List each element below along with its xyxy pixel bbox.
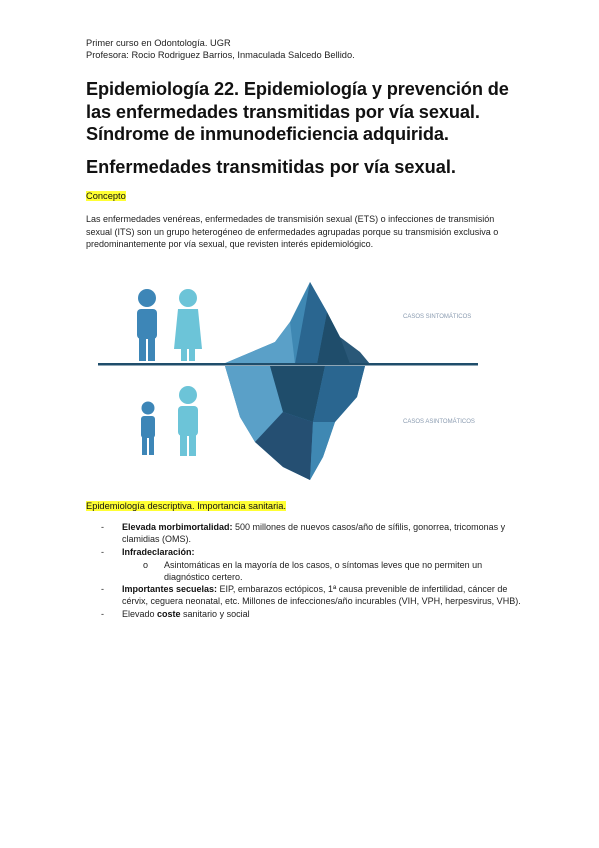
header-line-2: Profesora: Rocio Rodriguez Barrios, Inmaculada Salcedo Bellido. — [86, 50, 355, 60]
person-icon — [174, 289, 202, 361]
section-title: Enfermedades transmitidas por vía sexual. — [86, 157, 456, 177]
iceberg-figure — [95, 282, 495, 487]
list-item: - Importantes secuelas: EIP, embarazos ectópicos, 1ª causa prevenible de infertilidad, cáncer de cérvix, ceguera neonatal, etc. Millones de infecciones/año incurables (VIH, VPH, herpesvirus, VHB). — [101, 584, 521, 606]
person-icon — [141, 402, 155, 456]
concept-paragraph: Las enfermedades venéreas, enfermedades de transmisión sexual (ETS) o infecciones de transmisión sexual (ITS) son un grupo heterogéneo de enfermedades agrupadas porque su transmisión exclusiva o predominantemente por vía sexual, que revisten interés epidemiológico. — [86, 214, 499, 249]
descriptive-heading — [86, 500, 286, 512]
list-item-text: 500 millones de nuevos casos/año de sífilis, gonorrea, tricomonas y clamidias (OMS). — [122, 522, 506, 544]
descriptive-list — [101, 521, 521, 621]
list-item-bold: Infradeclaración: — [122, 547, 195, 557]
person-icon — [137, 289, 157, 361]
page-title: Epidemiología 22. Epidemiología y prevención de las enfermedades transmitidas por vía sexual. Síndrome de inmunodeficiencia adquirida. — [86, 79, 509, 144]
list-item-bold: Elevada morbimortalidad: — [122, 522, 233, 532]
person-icon — [178, 386, 198, 456]
list-item-pre: Elevado — [122, 609, 158, 619]
label-asymptomatic: CASOS ASINTOMÁTICOS — [403, 419, 475, 425]
iceberg-bottom — [225, 366, 365, 480]
list-item-bold: Importantes secuelas: — [122, 584, 218, 594]
list-item: - Elevada morbimortalidad: 500 millones de nuevos casos/año de sífilis, gonorrea, tricomonas y clamidias (OMS). — [101, 522, 506, 544]
list-item-text: EIP, embarazos ectópicos, 1ª causa prevenible de infertilidad, cáncer de cérvix, ceguera neonatal, etc. Millones de infecciones/año incurables (VIH, VPH, herpesvirus, VHB). — [122, 584, 521, 606]
list-item: - Infradeclaración: — [101, 547, 195, 557]
concept-heading-text: Concepto — [86, 191, 126, 201]
descriptive-heading-text: Epidemiología descriptiva. Importancia sanitaria. — [86, 501, 286, 511]
list-subitem: o Asintomáticas en la mayoría de los casos, o síntomas leves que no permiten un diagnóstico certero. — [143, 560, 483, 582]
label-symptomatic: CASOS SINTOMÁTICOS — [403, 314, 472, 320]
list-item: - Elevado coste sanitario y social — [101, 609, 250, 619]
list-item-text: sanitario y social — [180, 609, 250, 619]
header-line-1: Primer curso en Odontología. UGR — [86, 38, 231, 48]
water-line — [98, 363, 478, 366]
list-item-bold: coste — [157, 609, 181, 619]
iceberg-top — [223, 282, 370, 364]
list-subitem-text: Asintomáticas en la mayoría de los casos, o síntomas leves que no permiten un diagnóstico certero. — [164, 560, 483, 582]
concept-heading — [86, 190, 126, 202]
